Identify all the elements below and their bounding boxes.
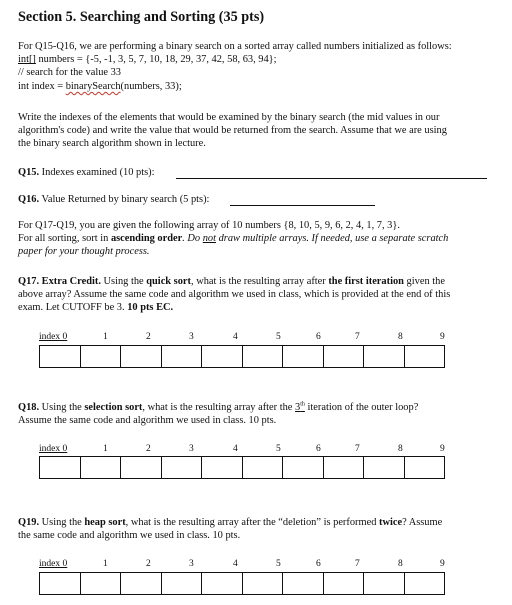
- array-cell[interactable]: [120, 345, 162, 368]
- q17-line3: [18, 302, 173, 314]
- q19-text: Using the: [39, 517, 85, 528]
- code-call-function: binarySearch: [65, 81, 121, 92]
- array-cell[interactable]: [363, 345, 405, 368]
- code-line-declaration: [18, 54, 277, 66]
- array-cell[interactable]: [323, 572, 365, 595]
- q18-iteration-number: 3: [295, 402, 301, 413]
- array-cell[interactable]: [120, 572, 162, 595]
- array-cell[interactable]: [80, 345, 122, 368]
- index-number: 9: [440, 332, 445, 342]
- q19-line2: the same code and algorithm we used in class. 10 pts.: [18, 530, 241, 541]
- binary-instructions-line: the binary search algorithm shown in lecture.: [18, 138, 206, 149]
- index-number: 4: [233, 444, 238, 454]
- q19-label: Q19.: [18, 517, 40, 528]
- index-number: 2: [146, 559, 151, 569]
- sort-intro-text: For all sorting, sort in: [18, 233, 111, 244]
- q18-iteration: [295, 402, 305, 413]
- q15-answer-line[interactable]: [176, 178, 487, 179]
- q19-emphasis: twice: [379, 517, 403, 528]
- q19-sort-name: heap sort: [84, 517, 126, 528]
- q17-text: exam. Let CUTOFF be 3.: [18, 302, 128, 313]
- binary-instructions-line: Write the indexes of the elements that would be examined by the binary search (the mid values in our: [18, 112, 440, 123]
- array-cell[interactable]: [201, 456, 243, 479]
- code-type: int[]: [18, 54, 36, 65]
- array-cell[interactable]: [282, 456, 324, 479]
- array-cell[interactable]: [404, 456, 446, 479]
- index-number: 6: [316, 444, 321, 454]
- q18-text: , what is the resulting array after the: [142, 402, 296, 413]
- sort-intro-not: not: [202, 233, 217, 244]
- index-number: 3: [189, 559, 194, 569]
- array-cell[interactable]: [404, 572, 446, 595]
- q16-text: Value Returned by binary search (5 pts):: [39, 194, 210, 205]
- q17-line2: above array? Assume the same code and algorithm we used in class, which is provided at the end of this: [18, 289, 451, 300]
- array-cell[interactable]: [242, 345, 284, 368]
- index-number: 9: [440, 559, 445, 569]
- index-number: 8: [398, 332, 403, 342]
- q17-line1: [18, 276, 445, 288]
- q18-line1: [18, 402, 418, 414]
- array-cell[interactable]: [242, 456, 284, 479]
- sort-intro-line2: [18, 233, 448, 245]
- binary-intro-line: For Q15-Q16, we are performing a binary search on a sorted array called numbers initialized as follows:: [18, 41, 452, 52]
- array-cell[interactable]: [161, 345, 203, 368]
- q15-prompt: [18, 167, 155, 179]
- array-cell[interactable]: [404, 345, 446, 368]
- index-number: 1: [103, 559, 108, 569]
- index-number: 7: [355, 332, 360, 342]
- q17-text: Using the: [100, 276, 147, 287]
- array-cell[interactable]: [80, 456, 122, 479]
- q19-answer-array: [39, 572, 445, 595]
- q17-sort-name: quick sort: [146, 276, 191, 287]
- index-number: 1: [103, 332, 108, 342]
- q15-text: Indexes examined (10 pts):: [39, 167, 155, 178]
- q19-line1: [18, 517, 442, 529]
- array-cell[interactable]: [39, 572, 81, 595]
- index-number: 1: [103, 444, 108, 454]
- index-number: 5: [276, 444, 281, 454]
- index-number: 3: [189, 332, 194, 342]
- array-cell[interactable]: [363, 572, 405, 595]
- sort-intro-text: . Do: [182, 233, 203, 244]
- q17-label: Q17. Extra Credit.: [18, 276, 101, 287]
- array-cell[interactable]: [323, 456, 365, 479]
- index-number: 9: [440, 444, 445, 454]
- q15-label: Q15.: [18, 167, 40, 178]
- code-line-call: [18, 81, 182, 93]
- index-number: 8: [398, 444, 403, 454]
- sort-intro-line3: paper for your thought process.: [18, 246, 150, 257]
- sort-intro-text: draw multiple arrays. If needed, use a separate scratch: [216, 233, 449, 244]
- q18-line2: Assume the same code and algorithm we used in class. 10 pts.: [18, 415, 277, 426]
- code-declaration: numbers = {-5, -1, 3, 5, 7, 10, 18, 29, 37, 42, 58, 63, 94};: [35, 54, 277, 65]
- index-number: 4: [233, 559, 238, 569]
- index-number: 5: [276, 559, 281, 569]
- section-title: Section 5. Searching and Sorting (35 pts): [18, 9, 265, 25]
- array-cell[interactable]: [161, 456, 203, 479]
- array-cell[interactable]: [120, 456, 162, 479]
- q18-iteration-suffix: th: [300, 401, 305, 408]
- q17-points: 10 pts EC.: [127, 302, 174, 313]
- q19-text: , what is the resulting array after the “deletion” is performed: [125, 517, 379, 528]
- q16-prompt: [18, 194, 209, 206]
- index-number: 4: [233, 332, 238, 342]
- index-number: 8: [398, 559, 403, 569]
- q19-index-ruler: [0, 559, 512, 571]
- code-call-post: (numbers, 33);: [120, 81, 182, 92]
- q18-sort-name: selection sort: [84, 402, 143, 413]
- array-cell[interactable]: [39, 345, 81, 368]
- array-cell[interactable]: [323, 345, 365, 368]
- array-cell[interactable]: [39, 456, 81, 479]
- index-label: index 0: [39, 444, 68, 454]
- code-line-comment: // search for the value 33: [18, 67, 121, 78]
- q17-emphasis: the first iteration: [328, 276, 404, 287]
- index-number: 2: [146, 332, 151, 342]
- q18-text: iteration of the outer loop?: [304, 402, 419, 413]
- sort-intro-line: For Q17-Q19, you are given the following array of 10 numbers {8, 10, 5, 9, 6, 2, 4, 1, 7, 3}.: [18, 220, 400, 231]
- array-cell[interactable]: [80, 572, 122, 595]
- array-cell[interactable]: [363, 456, 405, 479]
- q18-label: Q18.: [18, 402, 40, 413]
- q17-index-ruler: [0, 332, 512, 344]
- q16-label: Q16.: [18, 194, 40, 205]
- code-call-pre: int index =: [18, 81, 66, 92]
- array-cell[interactable]: [282, 345, 324, 368]
- index-label: index 0: [39, 332, 68, 342]
- index-number: 3: [189, 444, 194, 454]
- index-number: 2: [146, 444, 151, 454]
- array-cell[interactable]: [242, 572, 284, 595]
- q16-answer-line[interactable]: [230, 205, 375, 206]
- index-number: 6: [316, 559, 321, 569]
- array-cell[interactable]: [201, 345, 243, 368]
- q18-index-ruler: [0, 444, 512, 456]
- binary-instructions-line: algorithm's code) and write the value that would be returned from the search. Assume that we are using: [18, 125, 447, 136]
- q18-text: Using the: [39, 402, 85, 413]
- index-number: 6: [316, 332, 321, 342]
- index-number: 7: [355, 444, 360, 454]
- array-cell[interactable]: [201, 572, 243, 595]
- q19-text: ? Assume: [402, 517, 443, 528]
- q18-answer-array: [39, 456, 445, 479]
- array-cell[interactable]: [161, 572, 203, 595]
- q17-text: given the: [403, 276, 445, 287]
- index-number: 7: [355, 559, 360, 569]
- q17-text: , what is the resulting array after: [191, 276, 329, 287]
- index-label: index 0: [39, 559, 68, 569]
- sort-intro-emphasis: ascending order: [110, 233, 183, 244]
- q17-answer-array: [39, 345, 445, 368]
- index-number: 5: [276, 332, 281, 342]
- array-cell[interactable]: [282, 572, 324, 595]
